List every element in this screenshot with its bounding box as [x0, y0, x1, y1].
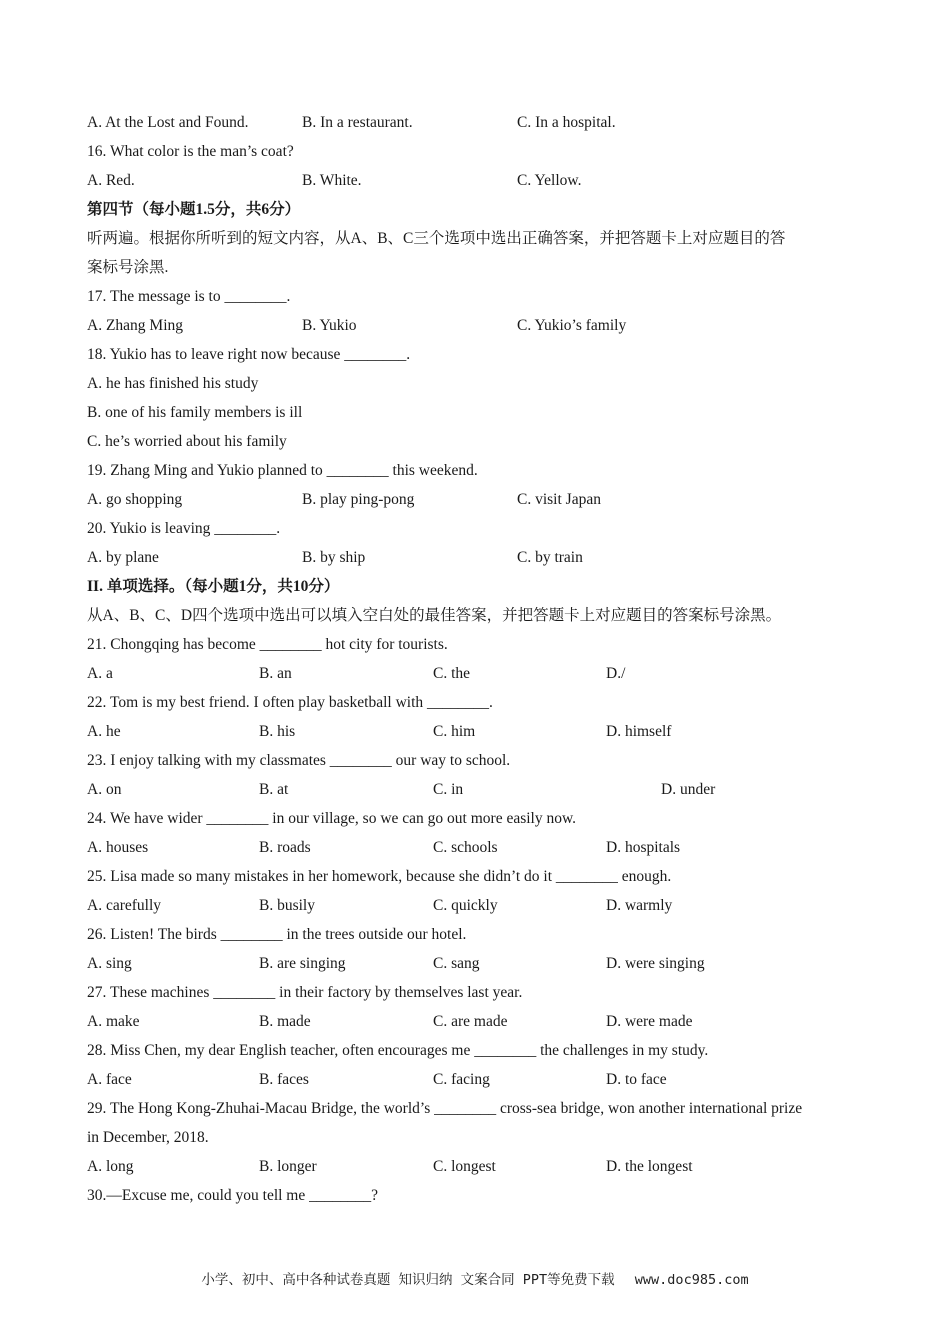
- q30-stem: 30.—Excuse me, could you tell me ________?: [87, 1187, 378, 1204]
- q22-options: [87, 717, 877, 746]
- option-b: B. an: [259, 665, 292, 682]
- option-c: C. the: [433, 665, 471, 682]
- option-c: C. by train: [517, 549, 583, 566]
- option-c: C. visit Japan: [517, 491, 601, 508]
- option-c: C. him: [433, 723, 476, 740]
- option-c: C. Yellow.: [517, 172, 582, 189]
- q18-option-b: B. one of his family members is ill: [87, 404, 303, 421]
- q19-options: [87, 485, 877, 514]
- exam-page: [87, 108, 877, 1210]
- page-footer: [0, 1268, 950, 1288]
- q21-options: [87, 659, 877, 688]
- option-c: C. In a hospital.: [517, 114, 616, 131]
- q16-options: [87, 166, 877, 195]
- footer-url[interactable]: www.doc985.com: [634, 1272, 749, 1288]
- q26-options: [87, 949, 877, 978]
- option-b: B. by ship: [302, 549, 366, 566]
- option-c: C. in: [433, 781, 464, 798]
- option-a: A. long: [87, 1158, 134, 1175]
- option-a: A. by plane: [87, 549, 159, 566]
- option-a: A. Zhang Ming: [87, 317, 184, 334]
- option-a: A. Red.: [87, 172, 135, 189]
- q28-stem: 28. Miss Chen, my dear English teacher, often encourages me ________ the challenges in my study.: [87, 1042, 709, 1059]
- option-c: C. are made: [433, 1013, 508, 1030]
- q29-options: [87, 1152, 877, 1181]
- q29-stem-1: 29. The Hong Kong-Zhuhai-Macau Bridge, the world’s ________ cross-sea bridge, won another international prize: [87, 1100, 803, 1117]
- q25-stem: 25. Lisa made so many mistakes in her homework, because she didn’t do it ________ enough.: [87, 868, 672, 885]
- option-c: C. quickly: [433, 897, 498, 914]
- option-b: B. are singing: [259, 955, 346, 972]
- section2-instruction: 从A、B、C、D四个选项中选出可以填入空白处的最佳答案，并把答题卡上对应题目的答案标号涂黑。: [87, 607, 782, 624]
- option-b: B. longer: [259, 1158, 317, 1175]
- q17-stem: 17. The message is to ________.: [87, 288, 291, 305]
- q26-stem: 26. Listen! The birds ________ in the trees outside our hotel.: [87, 926, 467, 943]
- option-a: A. he: [87, 723, 121, 740]
- option-a: A. houses: [87, 839, 149, 856]
- option-d: D. himself: [606, 723, 672, 740]
- option-c: C. Yukio’s family: [517, 317, 627, 334]
- q22-stem: 22. Tom is my best friend. I often play basketball with ________.: [87, 694, 493, 711]
- option-b: B. made: [259, 1013, 311, 1030]
- option-d: D./: [606, 665, 626, 682]
- q29-stem-2: in December, 2018.: [87, 1129, 209, 1146]
- option-d: D. were made: [606, 1013, 693, 1030]
- q28-options: [87, 1065, 877, 1094]
- option-a: A. face: [87, 1071, 132, 1088]
- option-b: B. In a restaurant.: [302, 114, 413, 131]
- option-a: A. sing: [87, 955, 132, 972]
- q25-options: [87, 891, 877, 920]
- section4-instruction-1: 听两遍。根据你所听到的短文内容，从A、B、C三个选项中选出正确答案，并把答题卡上对应题目的答: [87, 230, 786, 247]
- q19-stem: 19. Zhang Ming and Yukio planned to ________ this weekend.: [87, 462, 478, 479]
- section2-heading: II. 单项选择。（每小题1分，共10分）: [87, 578, 340, 595]
- option-c: C. sang: [433, 955, 480, 972]
- option-d: D. were singing: [606, 955, 705, 972]
- q24-options: [87, 833, 877, 862]
- option-c: C. schools: [433, 839, 498, 856]
- option-d: D. hospitals: [606, 839, 681, 856]
- q18-option-a: A. he has finished his study: [87, 375, 259, 392]
- q23-options: [87, 775, 877, 804]
- q21-stem: 21. Chongqing has become ________ hot city for tourists.: [87, 636, 448, 653]
- q18-stem: 18. Yukio has to leave right now because ________.: [87, 346, 411, 363]
- section4-instruction-2: 案标号涂黑.: [87, 259, 169, 276]
- option-b: B. faces: [259, 1071, 309, 1088]
- option-a: A. on: [87, 781, 122, 798]
- q20-stem: 20. Yukio is leaving ________.: [87, 520, 281, 537]
- option-c: C. longest: [433, 1158, 496, 1175]
- q16-stem: 16. What color is the man’s coat?: [87, 143, 294, 160]
- option-b: B. roads: [259, 839, 311, 856]
- q24-stem: 24. We have wider ________ in our village, so we can go out more easily now.: [87, 810, 577, 827]
- section4-heading: 第四节（每小题1.5分，共6分）: [87, 201, 301, 218]
- q15-options: [87, 108, 877, 137]
- footer-text: 小学、初中、高中各种试卷真题 知识归纳 文案合同 PPT等免费下载: [201, 1272, 615, 1288]
- q18-option-c: C. he’s worried about his family: [87, 433, 287, 450]
- option-b: B. busily: [259, 897, 315, 914]
- q23-stem: 23. I enjoy talking with my classmates ________ our way to school.: [87, 752, 511, 769]
- option-b: B. at: [259, 781, 289, 798]
- option-a: A. go shopping: [87, 491, 183, 508]
- option-b: B. play ping-pong: [302, 491, 415, 508]
- q20-options: [87, 543, 877, 572]
- option-d: D. to face: [606, 1071, 667, 1088]
- option-d: D. warmly: [606, 897, 673, 914]
- option-a: A. make: [87, 1013, 140, 1030]
- option-d: D. the longest: [606, 1158, 693, 1175]
- option-a: A. a: [87, 665, 113, 682]
- option-b: B. Yukio: [302, 317, 357, 334]
- option-b: B. White.: [302, 172, 362, 189]
- option-b: B. his: [259, 723, 296, 740]
- option-d: D. under: [661, 781, 716, 798]
- q27-options: [87, 1007, 877, 1036]
- q27-stem: 27. These machines ________ in their factory by themselves last year.: [87, 984, 523, 1001]
- option-c: C. facing: [433, 1071, 490, 1088]
- q17-options: [87, 311, 877, 340]
- option-a: A. carefully: [87, 897, 162, 914]
- option-a: A. At the Lost and Found.: [87, 114, 249, 131]
